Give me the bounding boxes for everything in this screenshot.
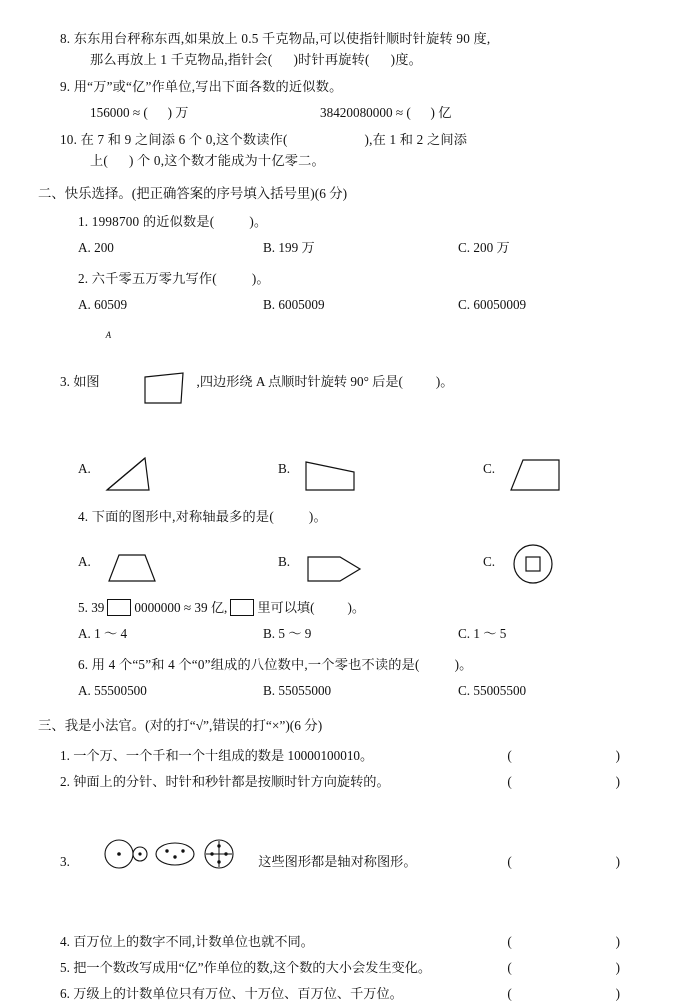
worksheet-content	[38, 22, 638, 1007]
section-3-item-1	[38, 743, 638, 769]
option-a-label: A.	[78, 461, 91, 476]
section-2-item-3	[38, 327, 638, 494]
section-3-item-1-text: 1. 一个万、一个千和一个十组成的数是 10000100010。	[60, 748, 374, 763]
option-a[interactable]: A. 60509	[78, 297, 128, 312]
section-2-item-1-options	[38, 237, 638, 258]
circle-with-square-shape	[505, 541, 567, 587]
symmetry-figures-group	[76, 795, 252, 929]
section-2-item-5-options	[38, 623, 638, 644]
section-3-item-2	[38, 769, 638, 795]
option-c[interactable]: C. 55005500	[458, 683, 527, 698]
section-2-item-6-options	[38, 680, 638, 701]
section-2-item-5-stem-pre: 5. 39	[78, 600, 105, 615]
option-a[interactable]	[78, 537, 278, 587]
option-b-label: B.	[278, 554, 291, 569]
option-c[interactable]	[483, 537, 567, 587]
option-c-shape	[505, 450, 567, 494]
section-2-item-2	[38, 268, 638, 315]
section-2-item-3-stem-post: ,四边形绕 A 点顺时针旋转 90° 后是( )。	[196, 374, 454, 389]
option-b-shape	[300, 450, 362, 494]
section-3-item-4	[38, 929, 638, 955]
option-c[interactable]: C. 200 万	[458, 240, 510, 255]
option-b[interactable]: B. 6005009	[263, 297, 325, 312]
arrow-pentagon-shape	[300, 545, 366, 587]
option-b[interactable]	[278, 444, 483, 494]
answer-bracket[interactable]: ( )	[507, 774, 632, 789]
answer-bracket[interactable]: ( )	[507, 960, 632, 975]
option-c[interactable]	[483, 444, 567, 494]
question-10-line-2: 上( ) 个 0,这个数才能成为十亿零二。	[90, 153, 325, 168]
option-b[interactable]: B. 5 ～ 9	[263, 626, 312, 641]
section-2-item-5-stem-post: 里可以填( )。	[257, 600, 366, 615]
section-2-item-4-options	[38, 537, 638, 587]
option-b[interactable]: B. 55055000	[263, 683, 332, 698]
section-2-item-5-stem-mid: 0000000 ≈ 39 亿,	[134, 600, 228, 615]
section-3-title: 三、我是小法官。(对的打“√”,错误的打“×”)(6 分)	[38, 718, 323, 733]
question-8	[38, 28, 638, 70]
section-3-item-6-text: 6. 万级上的计数单位只有万位、十万位、百万位、千万位。	[60, 986, 403, 1001]
question-9-blanks	[38, 102, 638, 123]
section-2-item-4-stem: 4. 下面的图形中,对称轴最多的是( )。	[78, 509, 327, 524]
section-3-item-4-text: 4. 百万位上的数字不同,计数单位也就不同。	[60, 934, 314, 949]
question-9-blank-2[interactable]: 38420080000 ≈ ( ) 亿	[320, 105, 452, 120]
section-2-item-1-stem: 1. 1998700 的近似数是( )。	[78, 214, 268, 229]
section-3-item-3	[38, 795, 638, 929]
section-2-item-3-stem-pre: 3. 如图	[60, 374, 100, 389]
option-a[interactable]: A. 200	[78, 240, 114, 255]
option-b[interactable]	[278, 537, 483, 587]
section-3-item-5	[38, 955, 638, 981]
section-2-item-6-stem: 6. 用 4 个“5”和 4 个“0”组成的八位数中,一个零也不读的是( )。	[78, 657, 473, 672]
section-2-item-2-stem: 2. 六千零五万零九写作( )。	[78, 271, 270, 286]
section-3-item-6	[38, 981, 638, 1007]
section-2-item-3-options	[38, 444, 638, 494]
option-c[interactable]: C. 60050009	[458, 297, 527, 312]
question-8-line-2: 那么再放上 1 千克物品,指针会( )时针再旋转( )度。	[90, 52, 422, 67]
answer-bracket[interactable]: ( )	[507, 986, 632, 1001]
rotation-figure-quadrilateral	[104, 327, 193, 436]
question-9-blank-1[interactable]: 156000 ≈ ( ) 万	[90, 105, 189, 120]
option-a[interactable]: A. 1 ～ 4	[78, 626, 128, 641]
option-b[interactable]: B. 199 万	[263, 240, 315, 255]
question-9-line-1: 9. 用“万”或“亿”作单位,写出下面各数的近似数。	[60, 79, 343, 94]
section-2-item-5	[38, 597, 638, 644]
answer-bracket[interactable]: ( )	[507, 748, 632, 763]
section-3-item-3-text: 这些图形都是轴对称图形。	[258, 854, 417, 869]
option-a[interactable]: A. 55500500	[78, 683, 147, 698]
option-a-shape	[101, 450, 161, 494]
section-2-item-1	[38, 211, 638, 258]
question-10-line-1: 10. 在 7 和 9 之间添 6 个 0,这个数读作( ),在 1 和 2 之间添	[60, 132, 468, 147]
section-2-item-4	[38, 506, 638, 587]
section-2-title: 二、快乐选择。(把正确答案的序号填入括号里)(6 分)	[38, 186, 348, 201]
option-c[interactable]: C. 1 ～ 5	[458, 626, 507, 641]
vertex-label-a: A	[105, 330, 112, 340]
section-2-item-5-stem	[38, 597, 638, 618]
question-10	[38, 129, 638, 171]
answer-bracket[interactable]: ( )	[507, 854, 632, 869]
section-2-item-2-options	[38, 294, 638, 315]
option-c-label: C.	[483, 461, 496, 476]
section-2-item-6	[38, 654, 638, 701]
section-3-item-5-text: 5. 把一个数改写成用“亿”作单位的数,这个数的大小会发生变化。	[60, 960, 432, 975]
answer-bracket[interactable]: ( )	[507, 934, 632, 949]
blank-box-1[interactable]	[107, 599, 131, 616]
section-3-item-2-text: 2. 钟面上的分针、时针和秒针都是按顺时针方向旋转的。	[60, 774, 390, 789]
blank-box-2[interactable]	[230, 599, 254, 616]
trapezoid-shape	[101, 545, 163, 587]
option-a-label: A.	[78, 554, 91, 569]
section-3-item-3-number: 3.	[60, 854, 70, 869]
option-c-label: C.	[483, 554, 496, 569]
question-8-line-1: 8. 东东用台秤称东西,如果放上 0.5 千克物品,可以使指针顺时针旋转 90 度,	[60, 31, 491, 46]
option-b-label: B.	[278, 461, 291, 476]
section-2-item-3-stem	[38, 327, 638, 436]
question-9	[38, 76, 638, 123]
option-a[interactable]	[78, 444, 278, 494]
